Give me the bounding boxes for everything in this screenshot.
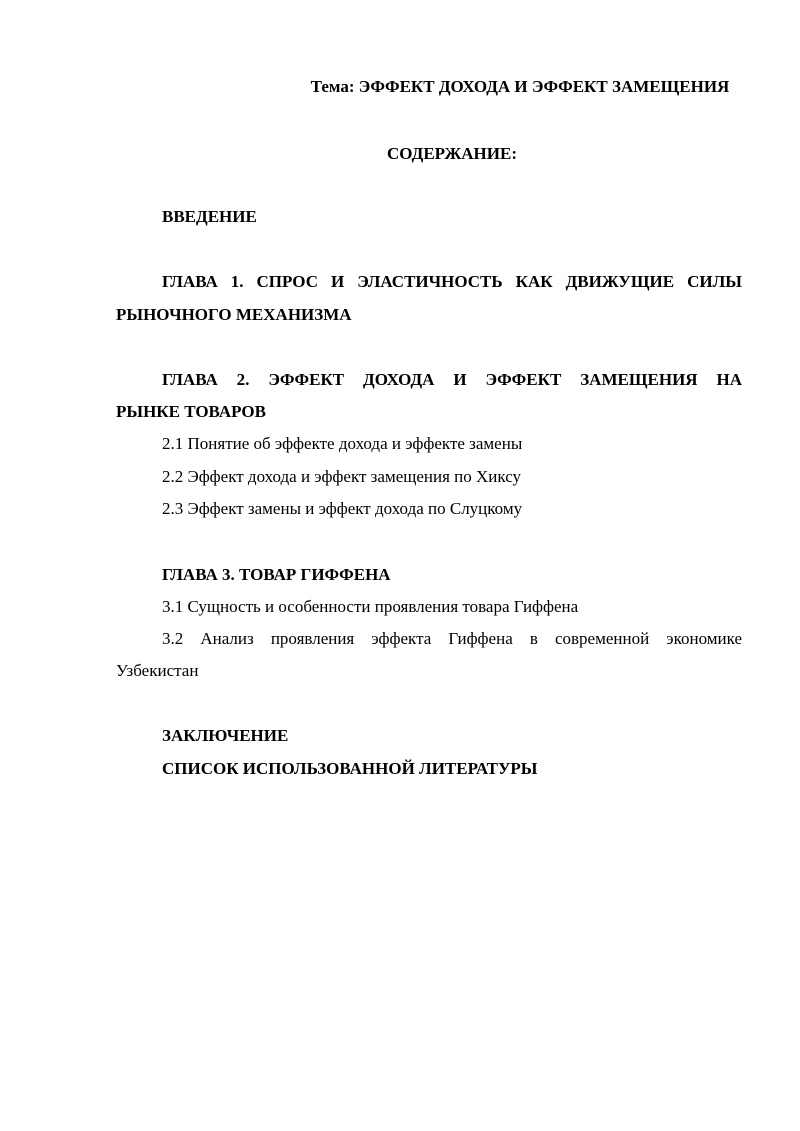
contents-heading: СОДЕРЖАНИЕ: [386,144,517,163]
toc-references: СПИСОК ИСПОЛЬЗОВАННОЙ ЛИТЕРАТУРЫ [162,759,538,778]
toc-chapter2-line1: ГЛАВА 2. ЭФФЕКТ ДОХОДА И ЭФФЕКТ ЗАМЕЩЕНИЯ НА [162,370,742,389]
toc-section-3-1: 3.1 Сущность и особенности проявления товара Гиффена [162,597,579,616]
toc-section-3-2-line2: Узбекистан [116,661,199,680]
toc-section-2-2: 2.2 Эффект дохода и эффект замещения по Хиксу [162,467,522,486]
toc-chapter1-line2: РЫНОЧНОГО МЕХАНИЗМА [116,305,352,324]
toc-chapter3-title: ГЛАВА 3. ТОВАР ГИФФЕНА [162,565,391,584]
toc-section-2-3: 2.3 Эффект замены и эффект дохода по Слуцкому [162,499,523,518]
toc-section-2-1: 2.1 Понятие об эффекте дохода и эффекте замены [162,434,523,453]
document-topic: Тема: ЭФФЕКТ ДОХОДА И ЭФФЕКТ ЗАМЕЩЕНИЯ [310,77,730,96]
toc-section-3-2-line1: 3.2 Анализ проявления эффекта Гиффена в современной экономике [162,629,742,648]
toc-chapter1-line1: ГЛАВА 1. СПРОС И ЭЛАСТИЧНОСТЬ КАК ДВИЖУЩИЕ СИЛЫ [162,272,742,291]
toc-conclusion: ЗАКЛЮЧЕНИЕ [162,726,289,745]
document-page [116,0,742,1131]
toc-introduction: ВВЕДЕНИЕ [162,207,257,226]
toc-chapter2-line2: РЫНКЕ ТОВАРОВ [116,402,266,421]
